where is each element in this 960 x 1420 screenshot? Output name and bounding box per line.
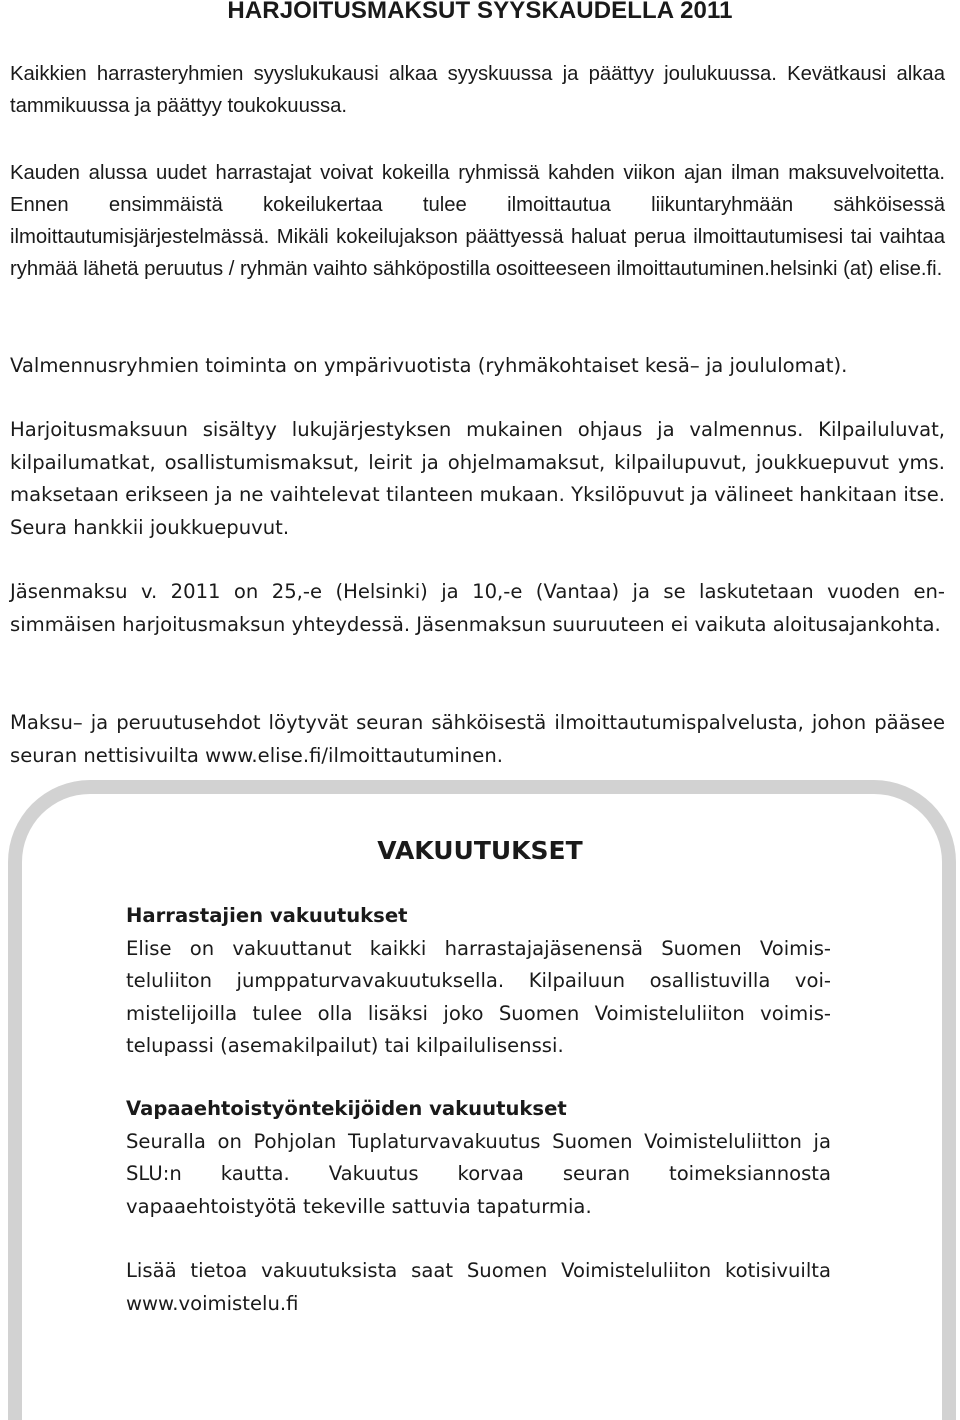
paragraph-trial-period: Kauden alussa uudet harrastajat voivat kokeilla ryhmissä kahden viikon ajan ilman maksuvelvoitetta. Ennen ensimmäistä kokeilukertaa tulee ilmoittautua liikuntaryhmään sähköisessä ilmoittautumisjärjestelmässä. Mikäli kokeilujakson päättyessä haluat perua ilmoittautumisesi tai vaihtaa ryhmää lähetä peruutus / ryhmän vaihto sähköpostilla osoitteeseen ilmoittautuminen.helsinki (at) elise.fi. bbox=[10, 162, 945, 280]
page-title: HARJOITUSMAKSUT SYYSKAUDELLA 2011 bbox=[227, 0, 733, 24]
paragraph-membership-fee: Jäsenmaksu v. 2011 on 25,-e (Helsinki) ja 10,-e (Vantaa) ja se laskutetaan vuoden ensimmäisen harjoitusmaksun yhteydessä. Jäsenmaksun suuruuteen ei vaikuta aloitusajankohta. bbox=[10, 580, 945, 636]
insurance-footer: Lisää tietoa vakuutuksista saat Suomen Voimisteluliiton kotisivuilta www.voimistelu.fi bbox=[126, 1259, 831, 1315]
insurance-section-text: Seuralla on Pohjolan Tuplaturvavakuutus Suomen Voimisteluliitton ja SLU:n kautta. Vakuutus korvaa seuran toimeksiannosta vapaaehtoistyötä tekeville sattuvia tapaturmia. bbox=[126, 1129, 831, 1218]
insurance-section-title: Harrastajien vakuutukset bbox=[126, 904, 408, 927]
paragraph-training-groups: Valmennusryhmien toiminta on ympärivuotista (ryhmäkohtaiset kesä– ja joululomat). bbox=[10, 354, 848, 377]
insurance-section-volunteers bbox=[126, 1093, 831, 1223]
insurance-section-members bbox=[126, 900, 831, 1063]
paragraph-fee-contents: Harjoitusmaksuun sisältyy lukujärjestyksen mukainen ohjaus ja valmennus. Kilpailuluvat, kilpailumatkat, osallistumismaksut, leirit ja ohjelmamaksut, kilpailupuvut, joukkuepuvut yms. maksetaan erikseen ja ne vaihtelevat tilanteen mukaan. Yksilöpuvut ja välineet hankitaan itse. Seura hankkii joukkuepuvut. bbox=[10, 418, 945, 539]
insurance-section-title: Vapaaehtoistyöntekijöiden vakuutukset bbox=[126, 1097, 567, 1120]
insurance-section-text: Elise on vakuuttanut kaikki harrastajajäsenensä Suomen Voimisteluliiton jumppaturvavakuutuksella. Kilpailuun osallistuvilla voimistelijoilla tulee olla lisäksi joko Suomen Voimisteluliiton voimistelupassi (asemakilpailut) tai kilpailulisenssi. bbox=[126, 936, 831, 1057]
paragraph-season-dates: Kaikkien harrasteryhmien syyslukukausi alkaa syyskuussa ja päättyy joulukuussa. Kevätkausi alkaa tammikuussa ja päättyy toukokuussa. bbox=[10, 63, 945, 117]
insurance-heading: VAKUUTUKSET bbox=[377, 836, 583, 865]
paragraph-payment-terms: Maksu– ja peruutusehdot löytyvät seuran sähköisestä ilmoittautumispalvelusta, johon pääsee seuran nettisivuilta www.elise.fi/ilmoittautuminen. bbox=[10, 711, 945, 767]
